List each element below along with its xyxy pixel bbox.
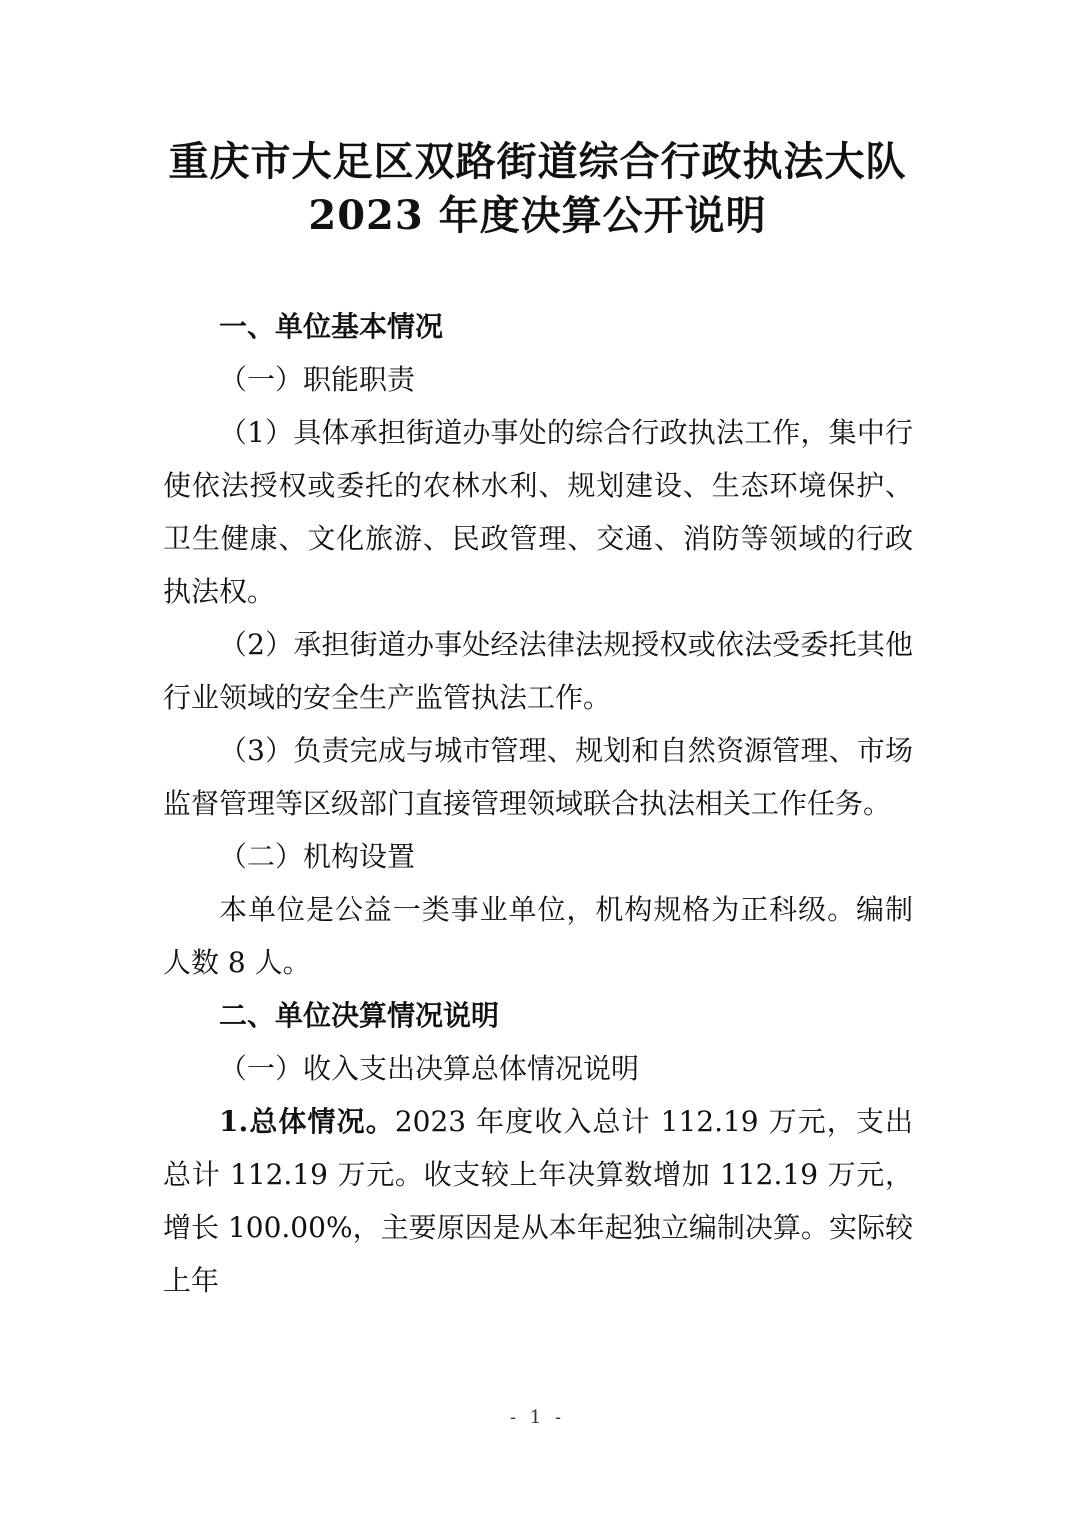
- paragraph-overall-text: 2023 年度收入总计 112.19 万元，支出总计 112.19 万元。收支较上年决算数增加 112.19 万元，增长 100.00%，主要原因是从本年起独立编制决算。实际较上年: [163, 1105, 913, 1297]
- paragraph-organization: 本单位是公益一类事业单位，机构规格为正科级。编制人数 8 人。: [163, 893, 913, 979]
- page-number: - 1 -: [509, 1407, 566, 1428]
- section-heading-final-accounts: 二、单位决算情况说明: [219, 999, 500, 1032]
- subsection-heading-organization: （二）机构设置: [219, 840, 416, 873]
- document-title-line1: 重庆市大足区双路街道综合行政执法大队: [168, 138, 907, 185]
- section-heading-basic-info: 一、单位基本情况: [219, 310, 444, 343]
- paragraph-lead-label: 1.总体情况。: [219, 1105, 395, 1138]
- subsection-heading-overview: （一）收入支出决算总体情况说明: [219, 1052, 640, 1085]
- paragraph-duty-1: （1）具体承担街道办事处的综合行政执法工作，集中行使依法授权或委托的农林水利、规划建设、生态环境保护、卫生健康、文化旅游、民政管理、交通、消防等领域的行政执法权。: [163, 416, 913, 608]
- paragraph-overall-situation: [163, 1095, 913, 1307]
- document-body: [163, 300, 913, 1307]
- paragraph-duty-2: （2）承担街道办事处经法律法规授权或依法受委托其他行业领域的安全生产监管执法工作。: [163, 628, 913, 714]
- paragraph-duty-3: （3）负责完成与城市管理、规划和自然资源管理、市场监督管理等区级部门直接管理领域联合执法相关工作任务。: [163, 734, 913, 820]
- document-title-line2: 2023 年度决算公开说明: [308, 192, 767, 239]
- subsection-heading-duties: （一）职能职责: [219, 363, 416, 396]
